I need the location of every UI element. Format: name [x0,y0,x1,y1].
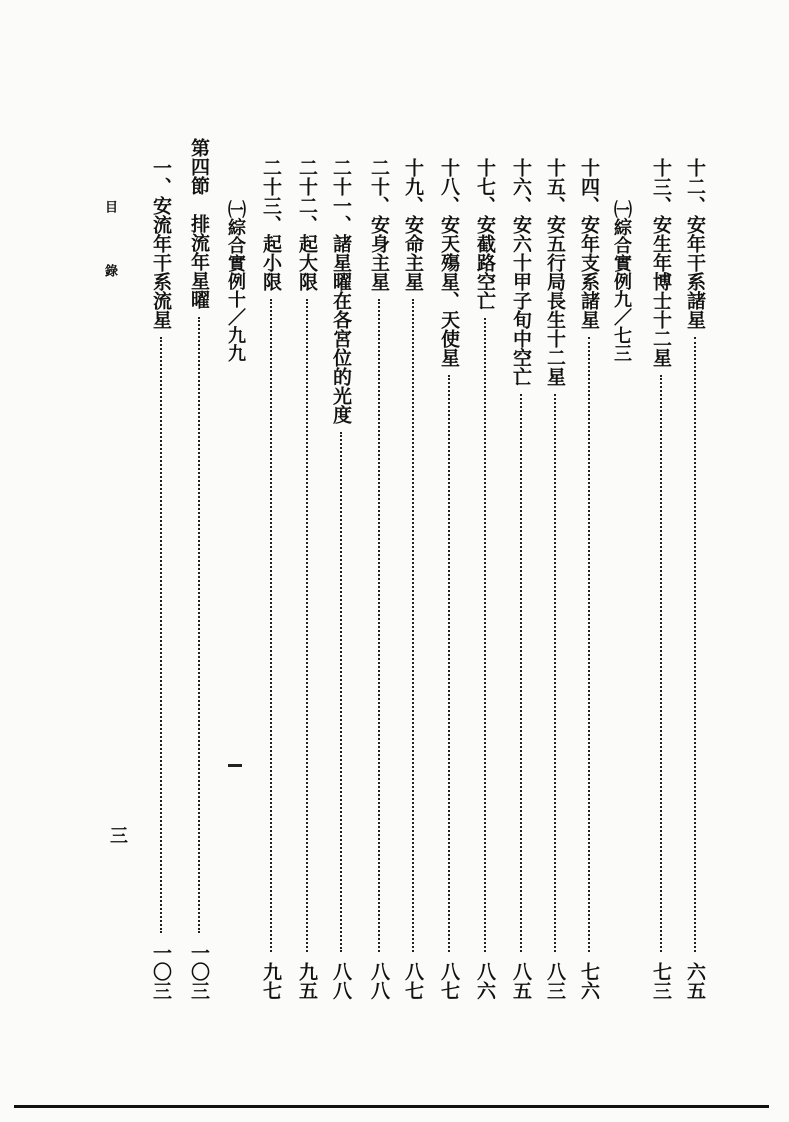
toc-entry [220,200,250,1000]
toc-entry-title: 十六、安六十甲子旬中空亡 [510,158,532,386]
toc-entry-page: 八七 [402,962,424,1000]
toc-entry-title: 十七、安截路空亡 [474,158,496,310]
running-head: 目 錄 [102,200,117,295]
dot-leader [306,299,310,952]
toc-entry-title: 二十二、起大限 [296,158,318,291]
toc-entry [292,158,322,1000]
toc-entry [434,158,464,1000]
toc-entry-title: 二十三、起小限 [260,158,282,291]
toc-entry-title: ㈠綜合實例九／七三 [611,200,632,362]
toc-entry-page: 九五 [296,962,318,1000]
toc-entry [680,158,710,1000]
toc-entry-page: 八六 [474,962,496,1000]
toc-entry [398,158,428,1000]
toc-entry-title: 十四、安年支系諸星 [578,158,600,329]
dot-leader [270,299,274,952]
bottom-rule [14,1105,769,1108]
toc-entry-title: 第四節 排流年星曜 [188,138,210,309]
dot-leader [378,299,382,952]
toc-entry [540,158,570,1000]
stray-mark [228,764,242,767]
toc-entry [326,158,356,1000]
toc-entry-title: 十五、安五行局長生十二星 [544,158,566,386]
dot-leader [554,394,558,952]
toc-entry [606,200,636,1000]
dot-leader [520,394,524,952]
toc-entry-page: 一〇三 [188,943,210,1000]
dot-leader [340,432,344,952]
toc-entry [146,158,176,1000]
toc-entry-page: 七三 [650,962,672,1000]
dot-leader [160,337,164,933]
toc-entry-page: 八三 [544,962,566,1000]
toc-entry-title: 二十一、諸星曜在各宮位的光度 [330,158,352,424]
toc-entry-page: 六五 [684,962,706,1000]
toc-entry-title: 十三、安生年博士十二星 [650,158,672,367]
toc-entry [184,138,214,1000]
toc-entry-title: 十八、安天殤星、天使星 [438,158,460,367]
toc-entry-title: 一、安流年干系流星 [150,158,172,329]
dot-leader [198,317,202,933]
toc-entry-page: 八八 [330,962,352,1000]
toc-entry-page: 九七 [260,962,282,1000]
page-number: 三 [107,826,128,844]
toc-entry-title: 十二、安年干系諸星 [684,158,706,329]
toc-entry-page: 一〇三 [150,943,172,1000]
toc-entry-page: 八八 [368,962,390,1000]
dot-leader [694,337,698,952]
toc-entry [646,158,676,1000]
toc-entry [364,158,394,1000]
toc-entry-title: ㈠綜合實例十／九九 [225,200,246,362]
toc-entry [256,158,286,1000]
dot-leader [660,375,664,952]
toc-entry-title: 二十、安身主星 [368,158,390,291]
toc-entry-page: 八七 [438,962,460,1000]
dot-leader [588,337,592,952]
dot-leader [412,299,416,952]
toc-entry-title: 十九、安命主星 [402,158,424,291]
toc-entry [470,158,500,1000]
toc-entry [506,158,536,1000]
dot-leader [484,318,488,952]
toc-entry-page: 八五 [510,962,532,1000]
toc-entry [574,158,604,1000]
dot-leader [448,375,452,952]
toc-entry-page: 七六 [578,962,600,1000]
